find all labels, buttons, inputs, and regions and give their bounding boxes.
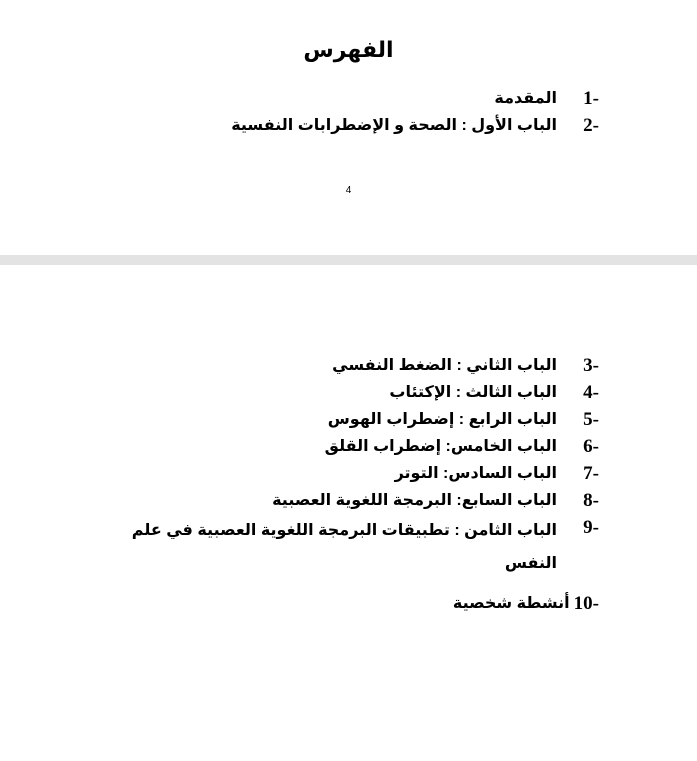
toc-item: [231, 112, 599, 139]
toc-item-number: 8-: [583, 490, 599, 511]
toc-item-number: 7-: [583, 463, 599, 484]
toc-item-number: 9-: [583, 517, 599, 538]
toc-list-page-2: [102, 352, 599, 617]
document-page-bottom: [0, 265, 697, 761]
toc-item-label: الباب الثالث : الإكتئاب: [389, 384, 557, 401]
toc-item-label: الباب الأول : الصحة و الإضطرابات النفسية: [231, 117, 557, 134]
toc-item: [102, 352, 599, 379]
toc-item: [102, 590, 599, 617]
toc-item: [102, 487, 599, 514]
toc-item-label: الباب الخامس: إضطراب القلق: [324, 438, 557, 455]
toc-item-number: 5-: [583, 409, 599, 430]
page-separator: [0, 255, 697, 265]
toc-item: [231, 85, 599, 112]
toc-item-number: 1-: [583, 88, 599, 109]
toc-item: [102, 379, 599, 406]
toc-item-label: الباب الرابع : إضطراب الهوس: [327, 411, 557, 428]
toc-item: [102, 514, 599, 580]
toc-item: [102, 433, 599, 460]
document-page-top: [0, 0, 697, 255]
toc-item-label: الباب الثامن : تطبيقات البرمجة اللغوية العصبية في علم النفس: [131, 522, 557, 572]
toc-item-number: 6-: [583, 436, 599, 457]
toc-list-page-1: [231, 85, 599, 139]
toc-title: الفهرس: [303, 37, 394, 62]
toc-item-number: 2-: [583, 115, 599, 136]
toc-item-label: أنشطة شخصية: [452, 595, 570, 612]
toc-item-number: 3-: [583, 355, 599, 376]
toc-item-number: 10-: [573, 593, 599, 614]
page-number: 4: [345, 185, 352, 196]
toc-item: [102, 460, 599, 487]
toc-item-label: الباب السادس: التوتر: [394, 465, 557, 482]
toc-item-number: 4-: [583, 382, 599, 403]
toc-item-label: المقدمة: [494, 90, 557, 107]
toc-item-label: الباب السابع: البرمجة اللغوية العصبية: [272, 492, 557, 509]
toc-item: [102, 406, 599, 433]
toc-item-label: الباب الثاني : الضغط النفسي: [332, 357, 557, 374]
